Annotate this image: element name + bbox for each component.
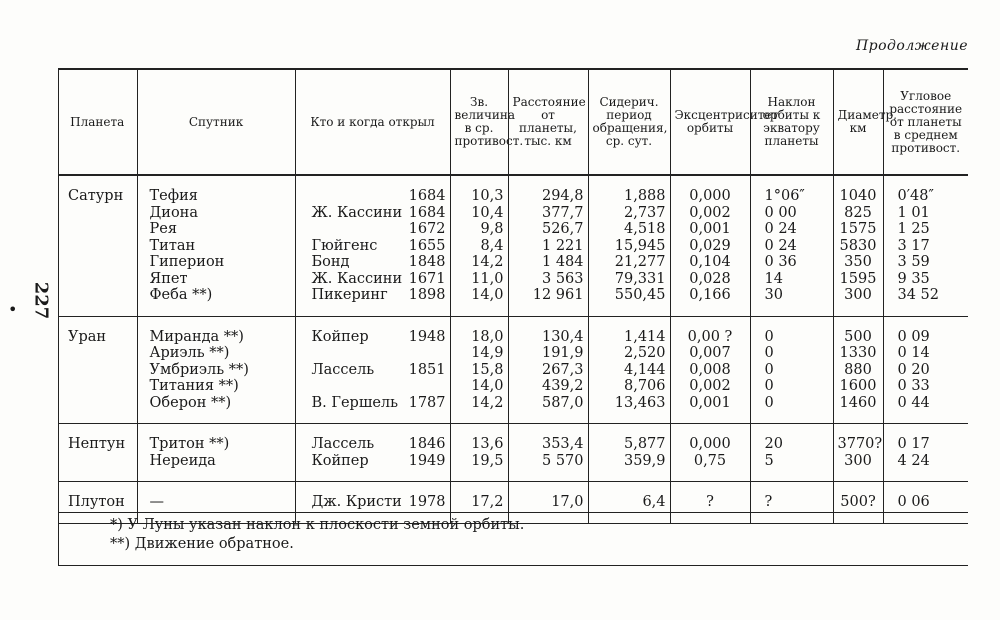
eccentricity-value: 0,000 <box>689 188 731 204</box>
eccentricity-value: 0,75 <box>693 452 727 469</box>
header-row <box>58 69 968 175</box>
period-value: 8,706 <box>623 378 666 394</box>
diameter-value: 5830 <box>839 237 877 254</box>
magnitude-value: 18,0 <box>471 328 504 345</box>
discoverer-name: Койпер <box>311 328 369 345</box>
diameter-value: 1460 <box>839 394 877 411</box>
distance-value: 1 484 <box>541 254 584 270</box>
eccentricity-value: 0,002 <box>689 378 731 394</box>
angular-value: 1 01 <box>897 204 930 221</box>
diameter-value: 3770? <box>837 436 883 452</box>
discoverer-name: Лассель <box>311 361 375 378</box>
inclination-value: 0 36 <box>764 254 797 270</box>
discoverer-cell <box>295 424 450 482</box>
satellite-name: Умбриэль **) <box>149 361 249 378</box>
header-planet: Планета <box>58 69 137 175</box>
angular-value: 4 24 <box>897 452 930 469</box>
continuation-label: Продолжение <box>855 38 968 54</box>
inclination-value-cell <box>750 175 833 316</box>
planet-group-row <box>58 175 968 316</box>
discoverer-name: Лассель <box>311 436 375 452</box>
eccentricity-value-cell <box>670 424 750 482</box>
satellite-name: Тефия <box>149 188 198 204</box>
header-distance: Расстояние от планеты, тыс. км <box>508 69 588 175</box>
period-value: 1,888 <box>623 188 666 204</box>
inclination-value: 14 <box>764 270 783 287</box>
diameter-value: 300 <box>844 452 872 469</box>
magnitude-value: 14,9 <box>471 345 504 361</box>
diameter-value: 825 <box>844 204 872 221</box>
inclination-value: 0 00 <box>764 204 797 221</box>
magnitude-value: 13,6 <box>471 436 504 452</box>
satellite-name: Нереида <box>149 452 216 469</box>
eccentricity-value: 0,00 ? <box>687 328 733 345</box>
diameter-value: 350 <box>844 254 872 270</box>
satellite-name: Япет <box>149 270 188 287</box>
angular-value: 0 09 <box>897 328 930 345</box>
discoverer-name: Дж. Кристи <box>311 494 402 510</box>
angular-value: 0 20 <box>897 361 930 378</box>
inclination-value: 0 <box>764 328 774 345</box>
angular-value: 0 33 <box>897 378 930 394</box>
discovery-year: 1898 <box>408 287 446 303</box>
satellite-name: Феба **) <box>149 287 213 303</box>
angular-value: 0 44 <box>897 394 930 411</box>
magnitude-value-cell <box>450 424 508 482</box>
discoverer-name: Гюйгенс <box>311 237 378 254</box>
eccentricity-value: 0,008 <box>689 361 731 378</box>
satellite-name: Титан <box>149 237 196 254</box>
satellite-name: Миранда **) <box>149 328 244 345</box>
planet-group-row <box>58 316 968 424</box>
period-value: 1,414 <box>623 328 666 345</box>
discoverer-name: Койпер <box>311 452 369 469</box>
angular-value: 0 17 <box>897 436 930 452</box>
discoverer-cell <box>295 316 450 424</box>
distance-value: 3 563 <box>541 270 584 287</box>
discovery-year: 1949 <box>408 452 446 469</box>
discoverer-name: В. Гершель <box>311 394 399 411</box>
satellite-name: Титания **) <box>149 378 239 394</box>
planet-name: Нептун <box>58 424 137 482</box>
magnitude-value: 19,5 <box>471 452 504 469</box>
inclination-value: 1°06″ <box>764 188 805 204</box>
discoverer-cell <box>295 175 450 316</box>
discovery-year: 1787 <box>408 394 446 411</box>
header-magnitude: Зв. величина в ср. противост. <box>450 69 508 175</box>
header-satellite: Спутник <box>137 69 295 175</box>
inclination-value: 0 24 <box>764 237 797 254</box>
period-value: 79,331 <box>614 270 666 287</box>
distance-value-cell <box>508 175 588 316</box>
period-value: 2,520 <box>623 345 666 361</box>
discoverer-name: Ж. Кассини <box>311 270 403 287</box>
magnitude-value: 8,4 <box>480 237 504 254</box>
satellite-name: Диона <box>149 204 198 221</box>
discovery-year: 1655 <box>408 237 446 254</box>
magnitude-value-cell <box>450 316 508 424</box>
diameter-value: 1330 <box>839 345 877 361</box>
period-value: 15,945 <box>614 237 666 254</box>
period-value-cell <box>588 175 670 316</box>
eccentricity-value-cell <box>670 482 750 524</box>
inclination-value: 0 <box>764 378 774 394</box>
planet-name: Плутон <box>58 482 137 524</box>
angular-value: 0 06 <box>897 494 930 510</box>
diameter-value-cell <box>833 316 883 424</box>
planet-group-row <box>58 424 968 482</box>
satellite-name: Ариэль **) <box>149 345 230 361</box>
distance-value: 130,4 <box>541 328 584 345</box>
period-value: 5,877 <box>623 436 666 452</box>
margin-dot: • <box>8 300 18 319</box>
eccentricity-value: 0,007 <box>689 345 731 361</box>
inclination-value-cell <box>750 482 833 524</box>
eccentricity-value: 0,001 <box>689 221 731 237</box>
angular-value: 9 35 <box>897 270 930 287</box>
planet-name: Сатурн <box>58 175 137 316</box>
satellite-name-cell <box>137 175 295 316</box>
header-inclination: Наклон орбиты к экватору планеты <box>750 69 833 175</box>
magnitude-value: 14,2 <box>471 254 504 270</box>
satellite-name: Тритон **) <box>149 436 230 452</box>
magnitude-value: 10,3 <box>471 188 504 204</box>
satellite-name-cell <box>137 316 295 424</box>
diameter-value-cell <box>833 424 883 482</box>
satellite-name: Оберон **) <box>149 394 232 411</box>
magnitude-value: 17,2 <box>471 494 504 510</box>
eccentricity-value: 0,001 <box>689 394 731 411</box>
distance-value: 267,3 <box>541 361 584 378</box>
satellite-name-cell <box>137 424 295 482</box>
header-diameter: Диаметр, км <box>833 69 883 175</box>
diameter-value: 1040 <box>839 188 877 204</box>
eccentricity-value: 0,029 <box>689 237 731 254</box>
inclination-value: 20 <box>764 436 783 452</box>
eccentricity-value: ? <box>706 494 714 510</box>
period-value: 21,277 <box>614 254 666 270</box>
angular-value-cell <box>883 175 968 316</box>
eccentricity-value-cell <box>670 316 750 424</box>
discovery-year: 1848 <box>408 254 446 270</box>
diameter-value: 500? <box>840 494 876 510</box>
angular-value: 3 17 <box>897 237 930 254</box>
inclination-value: 0 <box>764 345 774 361</box>
diameter-value: 1600 <box>839 378 877 394</box>
angular-value-cell <box>883 424 968 482</box>
discoverer-name: Пикеринг <box>311 287 388 303</box>
magnitude-value: 14,0 <box>471 378 504 394</box>
distance-value: 353,4 <box>541 436 584 452</box>
diameter-value-cell <box>833 175 883 316</box>
angular-value: 3 59 <box>897 254 930 270</box>
distance-value: 1 221 <box>541 237 584 254</box>
discoverer-name: Ж. Кассини <box>311 204 403 221</box>
period-value: 359,9 <box>623 452 666 469</box>
diameter-value-cell <box>833 482 883 524</box>
footnotes <box>110 516 524 554</box>
distance-value: 377,7 <box>541 204 584 221</box>
period-value: 13,463 <box>614 394 666 411</box>
period-value-cell <box>588 424 670 482</box>
discoverer-name: Бонд <box>311 254 350 270</box>
page-bottom-rule <box>58 565 968 566</box>
distance-value: 12 961 <box>532 287 584 303</box>
distance-value: 294,8 <box>541 188 584 204</box>
magnitude-value: 14,2 <box>471 394 504 411</box>
angular-value-cell <box>883 316 968 424</box>
eccentricity-value: 0,104 <box>689 254 731 270</box>
angular-value-cell <box>883 482 968 524</box>
magnitude-value: 14,0 <box>471 287 504 303</box>
eccentricity-value-cell <box>670 175 750 316</box>
magnitude-value: 15,8 <box>471 361 504 378</box>
header-discoverer: Кто и когда открыл <box>295 69 450 175</box>
header-period: Сидерич. период обращения, ср. сут. <box>588 69 670 175</box>
discovery-year: 1978 <box>408 494 446 510</box>
header-eccentricity: Эксцентриситет орбиты <box>670 69 750 175</box>
distance-value: 526,7 <box>541 221 584 237</box>
inclination-value-cell <box>750 316 833 424</box>
magnitude-value-cell <box>450 175 508 316</box>
inclination-value: 30 <box>764 287 783 303</box>
diameter-value: 300 <box>844 287 872 303</box>
diameter-value: 880 <box>844 361 872 378</box>
period-value-cell <box>588 482 670 524</box>
page-number: 227 <box>30 281 52 320</box>
distance-value: 5 570 <box>541 452 584 469</box>
magnitude-value: 9,8 <box>480 221 504 237</box>
planet-name: Уран <box>58 316 137 424</box>
satellite-name: — <box>149 494 164 510</box>
footnote-1: *) У Луны указан наклон к плоскости земной орбиты. <box>110 517 525 533</box>
discovery-year: 1671 <box>408 270 446 287</box>
period-value-cell <box>588 316 670 424</box>
discovery-year: 1672 <box>408 221 446 237</box>
header-angular: Угловое расстояние от планеты в среднем противост. <box>883 69 968 175</box>
satellite-name: Гиперион <box>149 254 225 270</box>
eccentricity-value: 0,028 <box>689 270 731 287</box>
period-value: 4,518 <box>623 221 666 237</box>
footnote-2: **) Движение обратное. <box>110 536 294 552</box>
eccentricity-value: 0,002 <box>689 204 731 221</box>
magnitude-value: 10,4 <box>471 204 504 221</box>
discovery-year: 1851 <box>408 361 446 378</box>
angular-value: 34 52 <box>897 287 940 303</box>
eccentricity-value: 0,166 <box>689 287 731 303</box>
angular-value: 1 25 <box>897 221 930 237</box>
discovery-year: 1684 <box>408 188 446 204</box>
distance-value-cell <box>508 316 588 424</box>
period-value: 4,144 <box>623 361 666 378</box>
period-value: 550,45 <box>614 287 666 303</box>
diameter-value: 500 <box>844 328 872 345</box>
distance-value: 191,9 <box>541 345 584 361</box>
inclination-value: 0 24 <box>764 221 797 237</box>
inclination-value: 0 <box>764 394 774 411</box>
satellites-table <box>58 68 968 524</box>
inclination-value-cell <box>750 424 833 482</box>
discovery-year: 1684 <box>408 204 446 221</box>
period-value: 2,737 <box>623 204 666 221</box>
angular-value: 0 14 <box>897 345 930 361</box>
angular-value: 0′48″ <box>897 188 934 204</box>
eccentricity-value: 0,000 <box>689 436 731 452</box>
diameter-value: 1575 <box>839 221 877 237</box>
magnitude-value: 11,0 <box>471 270 504 287</box>
discovery-year: 1846 <box>408 436 446 452</box>
table-bottom-rule <box>58 512 968 513</box>
period-value: 6,4 <box>642 494 666 510</box>
diameter-value: 1595 <box>839 270 877 287</box>
discovery-year: 1948 <box>408 328 446 345</box>
inclination-value: 0 <box>764 361 774 378</box>
inclination-value: ? <box>764 494 773 510</box>
satellite-name: Рея <box>149 221 177 237</box>
distance-value: 439,2 <box>541 378 584 394</box>
distance-value-cell <box>508 424 588 482</box>
distance-value: 17,0 <box>551 494 584 510</box>
inclination-value: 5 <box>764 452 774 469</box>
distance-value: 587,0 <box>541 394 584 411</box>
